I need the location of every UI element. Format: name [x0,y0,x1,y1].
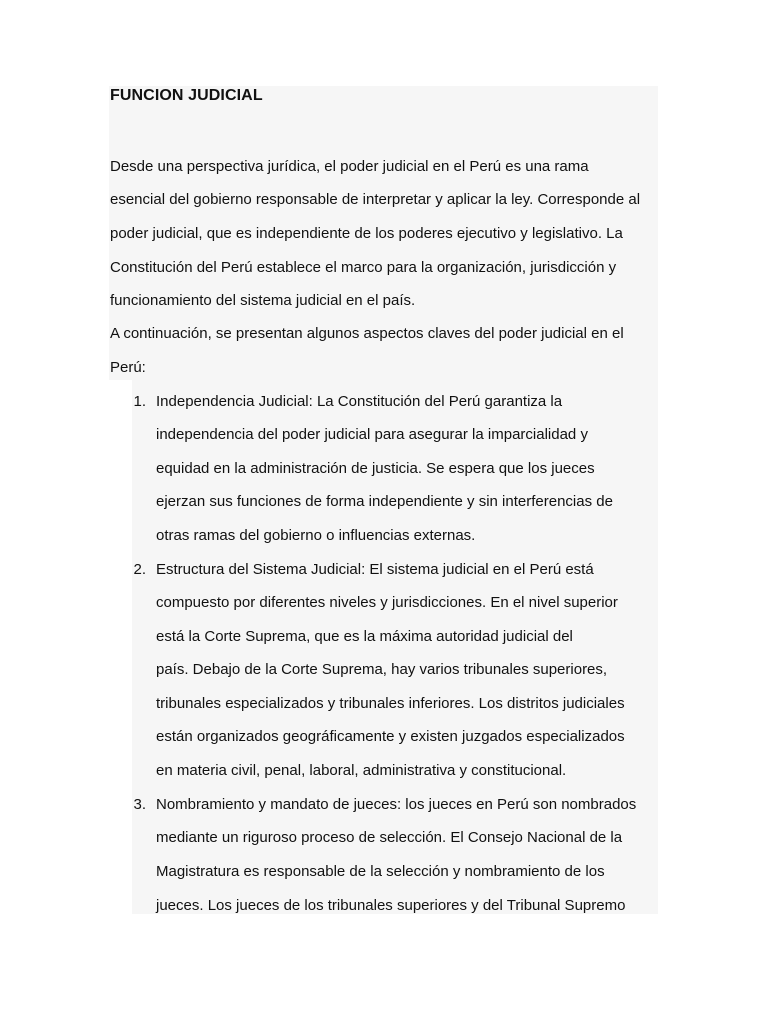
list-item-line: mediante un riguroso proceso de selección. El Consejo Nacional de la [156,829,623,846]
intro-line: Desde una perspectiva jurídica, el poder judicial en el Perú es una rama [110,158,589,175]
list-item-line: Nombramiento y mandato de jueces: los jueces en Perú son nombrados [156,796,637,813]
list-item-line: está la Corte Suprema, que es la máxima autoridad judicial del [156,628,573,645]
intro-line: funcionamiento del sistema judicial en el país. [110,292,416,309]
list-item-line: otras ramas del gobierno o influencias externas. [156,527,476,544]
list-item-line: equidad en la administración de justicia. Se espera que los jueces [156,460,595,477]
intro-line: Perú: [110,359,146,376]
list-item-line: compuesto por diferentes niveles y jurisdicciones. En el nivel superior [156,594,618,611]
list-item-line: jueces. Los jueces de los tribunales superiores y del Tribunal Supremo [156,897,626,914]
intro-line: A continuación, se presentan algunos aspectos claves del poder judicial en el [110,325,624,342]
list-item-number: 1. [133,393,146,410]
list-item-line: tribunales especializados y tribunales inferiores. Los distritos judiciales [156,695,625,712]
list-item-line: Estructura del Sistema Judicial: El sistema judicial en el Perú está [156,561,594,578]
list-item-line: Magistratura es responsable de la selección y nombramiento de los [156,863,605,880]
intro-line: poder judicial, que es independiente de los poderes ejecutivo y legislativo. La [110,225,623,242]
list-item-line: país. Debajo de la Corte Suprema, hay varios tribunales superiores, [156,661,608,678]
intro-line: Constitución del Perú establece el marco para la organización, jurisdicción y [110,259,617,276]
intro-line: esencial del gobierno responsable de interpretar y aplicar la ley. Corresponde al [110,191,641,208]
list-item-line: están organizados geográficamente y existen juzgados especializados [156,728,625,745]
list-item-number: 2. [133,561,146,578]
list-item-line: Independencia Judicial: La Constitución del Perú garantiza la [156,393,563,410]
list-item-line: ejerzan sus funciones de forma independiente y sin interferencias de [156,493,613,510]
list-item-line: en materia civil, penal, laboral, administrativa y constitucional. [156,762,567,779]
list-item-number: 3. [133,796,146,813]
list-item-line: independencia del poder judicial para asegurar la imparcialidad y [156,426,588,443]
document-title: FUNCION JUDICIAL [110,87,263,104]
